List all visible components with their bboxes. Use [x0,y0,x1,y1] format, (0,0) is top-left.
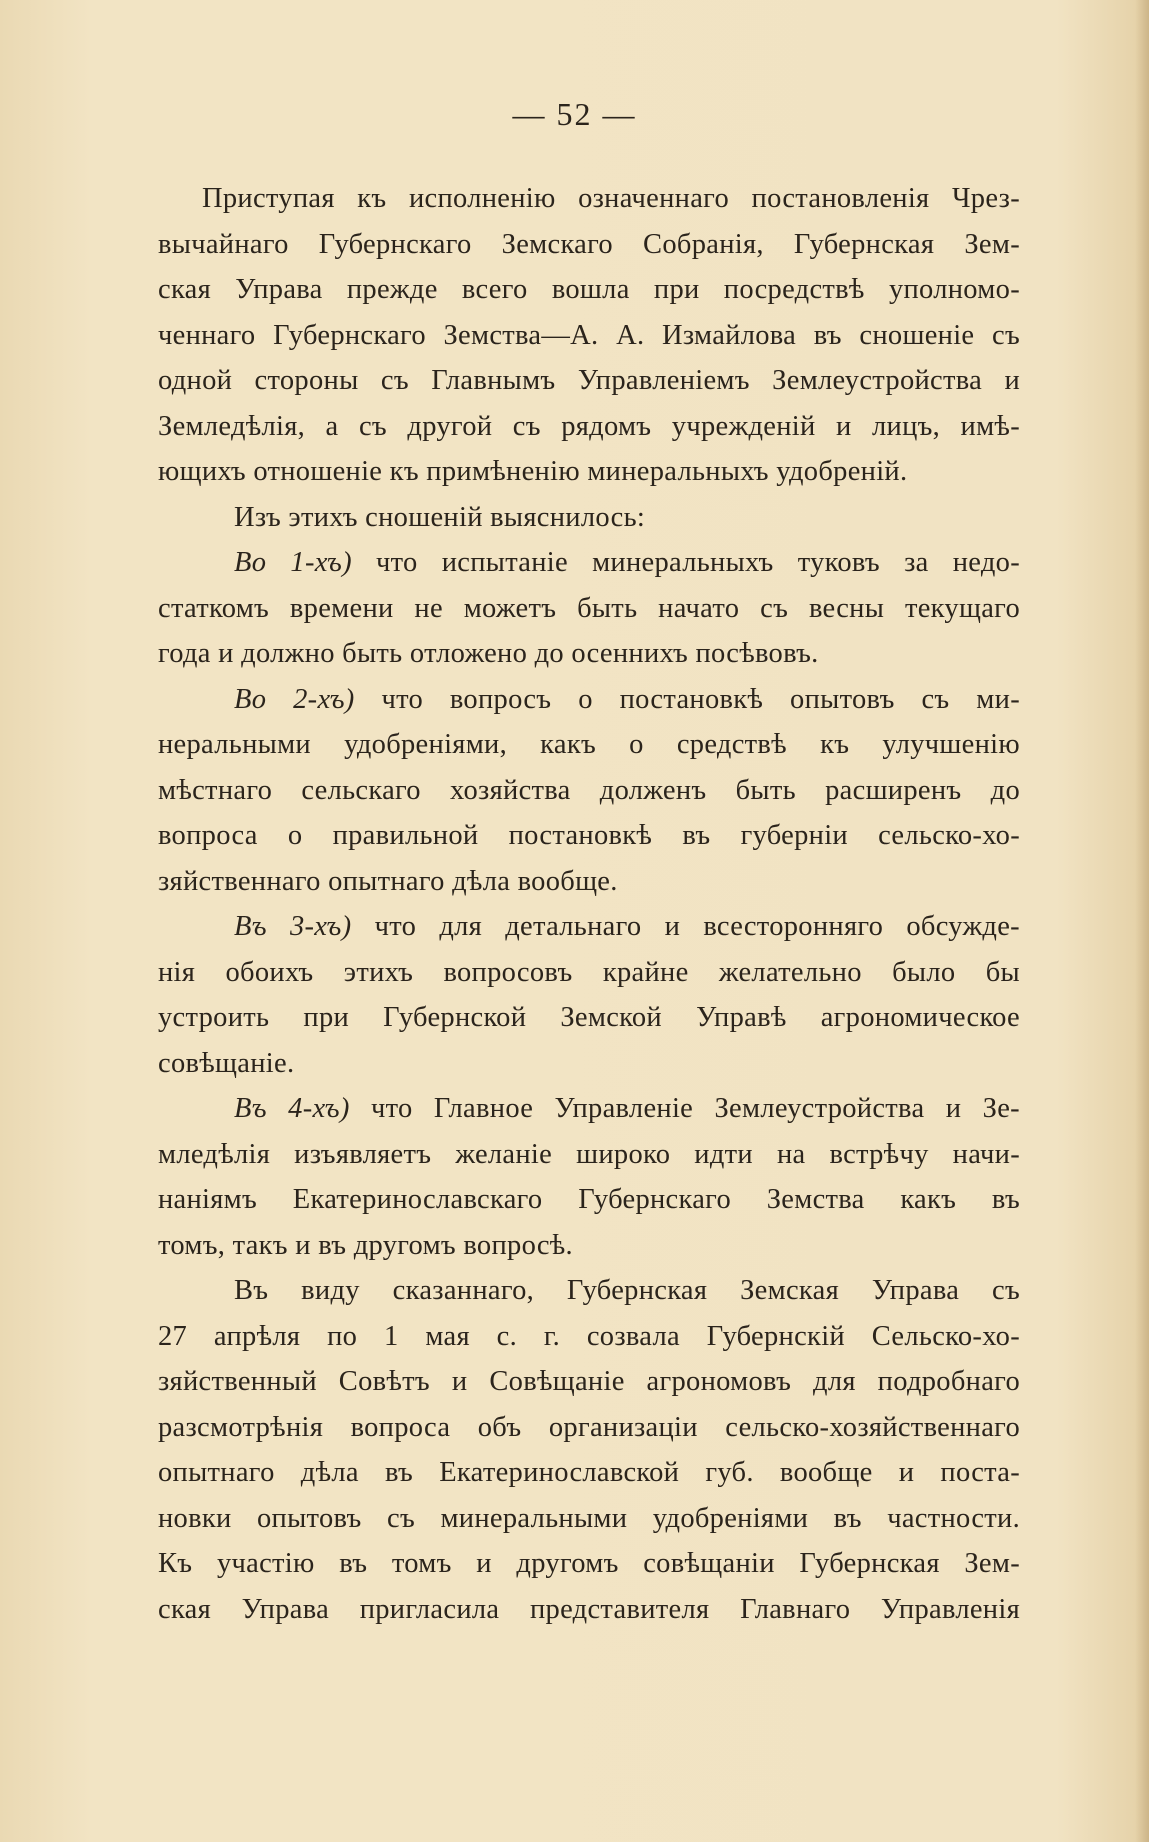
text-line: наніямъ Екатеринославскаго Губернскаго Земства какъ въ [158,1184,1020,1215]
text-line: Изъ этихъ сношеній выяснилось: [234,501,646,533]
text-fragment: что для детальнаго и всесторонняго обсужде- [374,911,1020,942]
text-line: ющихъ отношеніе къ примѣненію минеральныхъ удобреній. [158,456,908,487]
text-fragment: что Главное Управленіе Землеустройства и Зе- [370,1093,1020,1124]
page-edge-shadow [1135,0,1149,1842]
text-line: опытнаго дѣла въ Екатеринославской губ. вообще и поста- [158,1457,1020,1488]
text-line: года и должно быть отложено до осеннихъ посѣвовъ. [158,638,819,669]
enumeration-lead: Въ 4-хъ) [234,1093,350,1124]
text-line: Къ участію въ томъ и другомъ совѣщаніи Губернская Зем- [158,1548,1020,1579]
text-line: томъ, такъ и въ другомъ вопросѣ. [158,1229,573,1261]
enumeration-lead: Въ 3-хъ) [234,911,352,942]
text-line: вопроса о правильной постановкѣ въ губерніи сельско-хо- [158,820,1020,851]
enumeration-lead: Во 2-хъ) [234,683,355,715]
paragraph [158,540,1020,677]
text-line [158,904,1020,950]
text-line [158,1086,1020,1132]
page-number: — 52 — [512,96,637,132]
paragraph [158,1086,1020,1268]
text-line: зяйственнаго опытнаго дѣла вообще. [158,865,618,897]
text-line: мѣстнаго сельскаго хозяйства долженъ быть расширенъ до [158,774,1020,806]
text-line: зяйственный Совѣтъ и Совѣщаніе агрономовъ для подробнаго [158,1366,1020,1397]
text-line: неральными удобреніями, какъ о средствѣ къ улучшенію [158,729,1020,760]
text-line: одной стороны съ Главнымъ Управленіемъ Землеустройства и [158,365,1020,396]
text-fragment: что испытаніе минеральныхъ туковъ за недо- [376,547,1020,578]
text-line: устроить при Губернской Земской Управѣ агрономическое [158,1002,1020,1033]
text-line: ская Управа пригласила представителя Главнаго Управленія [158,1593,1020,1625]
text-fragment: что вопросъ о постановкѣ опытовъ съ ми- [381,683,1020,715]
text-line: разсмотрѣнія вопроса объ организаціи сельско-хозяйственнаго [158,1411,1020,1443]
body-text [158,176,1020,1632]
text-line: Земледѣлія, а съ другой съ рядомъ учрежденій и лицъ, имѣ- [158,410,1020,442]
paragraph [158,176,1020,495]
paragraph [158,495,1020,541]
enumeration-lead: Во 1-хъ) [234,547,352,578]
text-line [158,540,1020,586]
text-line: вычайнаго Губернскаго Земскаго Собранія, Губернская Зем- [158,228,1020,260]
text-line: Приступая къ исполненію означеннаго постановленія Чрез- [202,183,1020,214]
text-line: ченнаго Губернскаго Земства—А. А. Измайлова въ сношеніе съ [158,319,1020,351]
paragraph [158,1268,1020,1632]
text-line: мледѣлія изъявляетъ желаніе широко идти на встрѣчу начи- [158,1138,1020,1170]
text-line: Въ виду сказаннаго, Губернская Земская Управа съ [234,1275,1020,1306]
text-line: 27 апрѣля по 1 мая с. г. созвала Губернскій Сельско-хо- [158,1320,1020,1352]
text-line: новки опытовъ съ минеральными удобреніями въ частности. [158,1502,1020,1534]
paragraph [158,904,1020,1086]
text-line: статкомъ времени не можетъ быть начато съ весны текущаго [158,592,1020,624]
paragraph [158,677,1020,905]
text-line [158,677,1020,723]
text-line: нія обоихъ этихъ вопросовъ крайне желательно было бы [158,956,1020,988]
text-line: ская Управа прежде всего вошла при посредствѣ уполномо- [158,274,1020,305]
text-line: совѣщаніе. [158,1047,295,1079]
